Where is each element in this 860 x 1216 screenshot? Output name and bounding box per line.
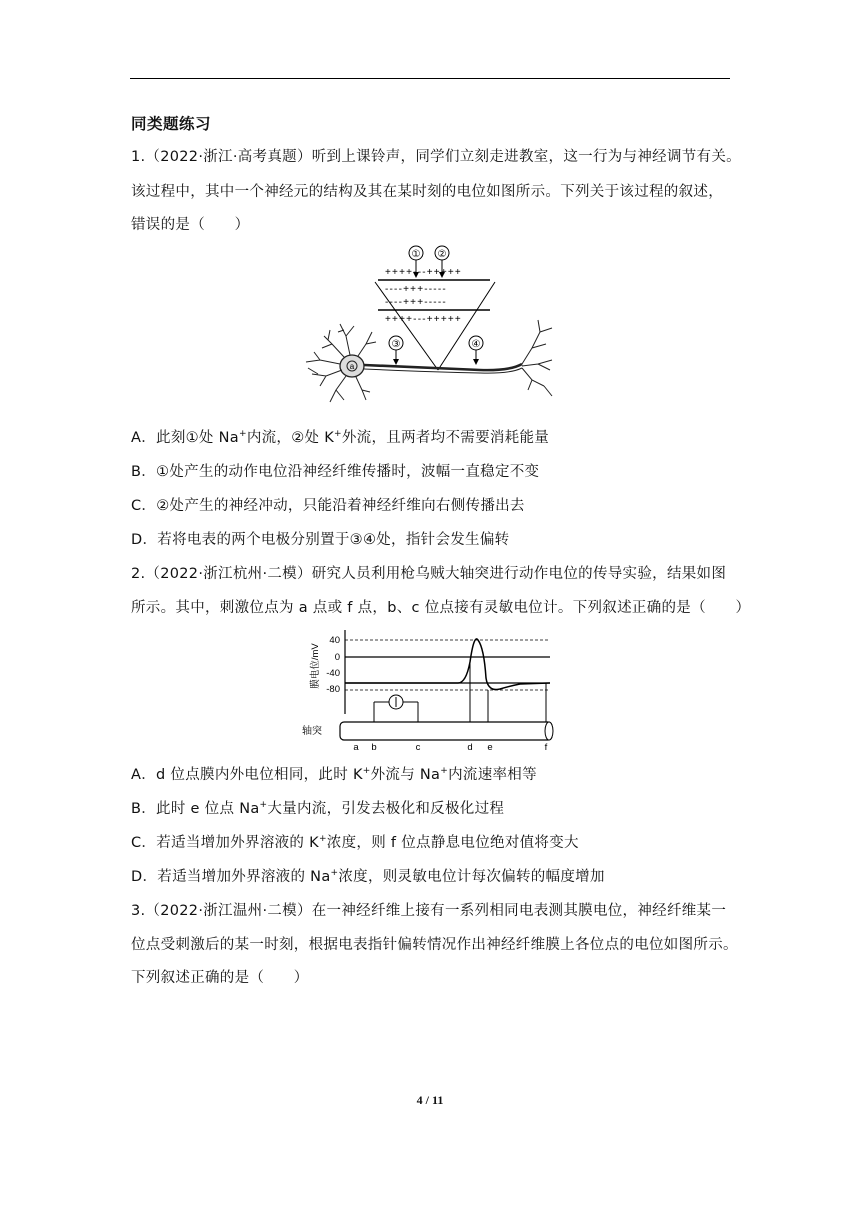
- point-a: a: [353, 742, 359, 753]
- svg-text:③: ③: [391, 339, 401, 350]
- q1-option-a[interactable]: A．此刻①处 Na+内流，②处 K+外流，且两者均不需要消耗能量: [131, 429, 550, 446]
- q1-stem-line3: 错误的是（ ）: [131, 217, 250, 233]
- membrane-row-3: ----+++-----: [385, 297, 447, 308]
- q1-option-b[interactable]: B．①处产生的动作电位沿神经纤维传播时，波幅一直稳定不变: [131, 464, 540, 480]
- point-d: d: [467, 742, 473, 753]
- q3-stem-line1: 3.（2022·浙江温州·二模）在一神经纤维上接有一系列相同电表测其膜电位，神经纤维某一: [131, 903, 727, 919]
- y-tick-minus80: -80: [326, 684, 340, 695]
- q1-stem-line1: 1.（2022·浙江·高考真题）听到上课铃声，同学们立刻走进教室，这一行为与神经调节有关。: [131, 149, 741, 165]
- q2-action-potential-figure: [300, 626, 562, 754]
- membrane-row-2: ----+++-----: [385, 284, 447, 295]
- point-e: e: [487, 742, 493, 753]
- point-c: c: [415, 742, 421, 753]
- q3-stem-line3: 下列叙述正确的是（ ）: [131, 970, 309, 986]
- q3-stem-line2: 位点受刺激后的某一时刻，根据电表指针偏转情况作出神经纤维膜上各位点的电位如图所示。: [131, 937, 738, 953]
- y-axis-label: 膜电位/mV: [310, 643, 321, 689]
- svg-text:④: ④: [471, 339, 481, 350]
- marker-4: [469, 336, 483, 365]
- axon-label: 轴突: [302, 726, 322, 737]
- q1-option-d[interactable]: D．若将电表的两个电极分别置于③④处，指针会发生偏转: [131, 532, 510, 548]
- q2-stem-line2: 所示。其中，刺激位点为 a 点或 f 点，b、c 位点接有灵敏电位计。下列叙述正确的是（ ）: [131, 600, 751, 616]
- q2-option-b[interactable]: B．此时 e 位点 Na+大量内流，引发去极化和反极化过程: [131, 800, 505, 817]
- q2-option-d[interactable]: D．若适当增加外界溶液的 Na+浓度，则灵敏电位计每次偏转的幅度增加: [131, 868, 605, 885]
- q1-option-c[interactable]: C．②处产生的神经冲动，只能沿着神经纤维向右侧传播出去: [131, 498, 525, 514]
- y-tick-40: 40: [329, 635, 340, 646]
- point-f: f: [544, 742, 548, 753]
- svg-text:①: ①: [411, 249, 421, 260]
- q1-neuron-figure: [300, 240, 562, 412]
- q2-option-c[interactable]: C．若适当增加外界溶液的 K+浓度，则 f 位点静息电位绝对值将变大: [131, 834, 579, 851]
- marker-3: [389, 336, 403, 365]
- svg-text:②: ②: [437, 249, 447, 260]
- y-tick-0: 0: [334, 652, 340, 663]
- membrane-row-1: ++++---+++++: [385, 267, 462, 278]
- soma-label: a: [349, 362, 355, 371]
- q2-stem-line1: 2.（2022·浙江杭州·二模）研究人员利用枪乌贼大轴突进行动作电位的传导实验，结果如图: [131, 566, 727, 582]
- header-rule: [130, 78, 730, 79]
- q2-option-a[interactable]: A．d 位点膜内外电位相同，此时 K+外流与 Na+内流速率相等: [131, 766, 537, 783]
- q1-stem-line2: 该过程中，其中一个神经元的结构及其在某时刻的电位如图所示。下列关于该过程的叙述，: [131, 184, 723, 200]
- section-title: 同类题练习: [131, 115, 212, 133]
- membrane-row-4: ++++---+++++: [385, 314, 462, 325]
- y-tick-minus40: -40: [326, 668, 340, 679]
- point-b: b: [371, 742, 377, 753]
- page-number: 4 / 11: [416, 1093, 444, 1107]
